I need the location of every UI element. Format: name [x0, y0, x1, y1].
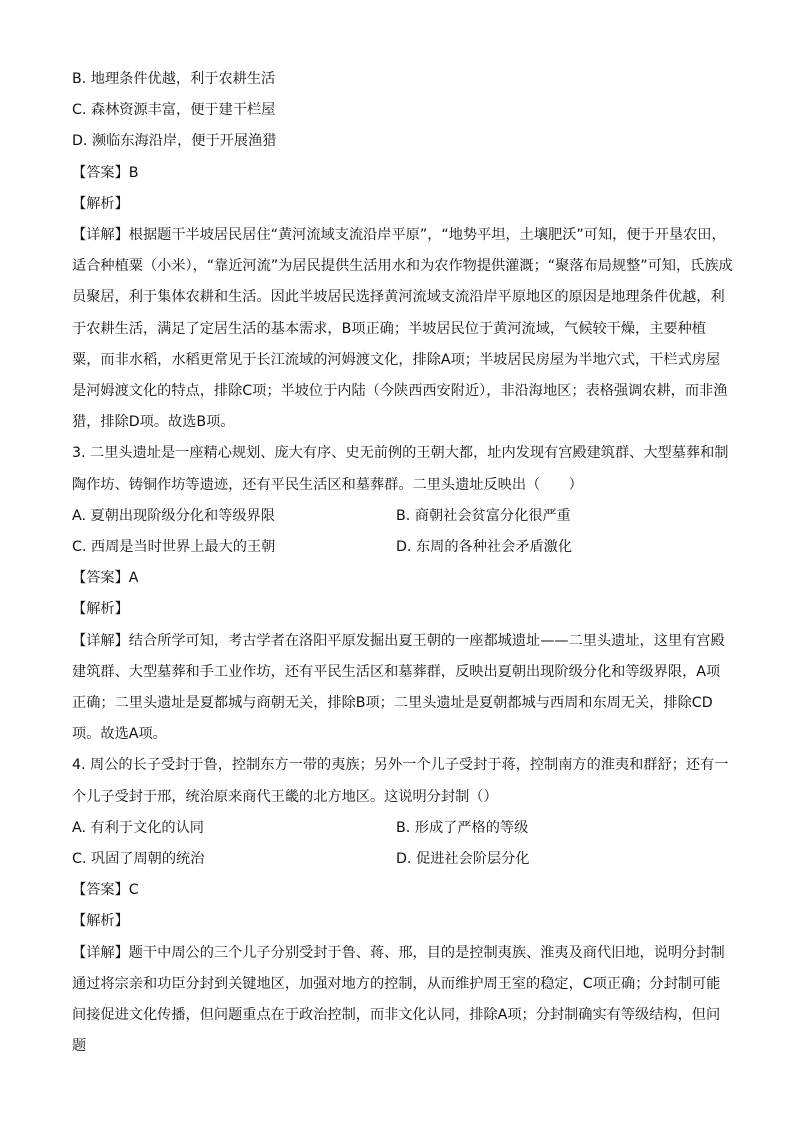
q2-option-c: C. 森林资源丰富，便于建干栏屋 [72, 102, 276, 119]
q4-options-row-2 [72, 844, 734, 875]
q3-option-b: B. 商朝社会贫富分化很严重 [396, 507, 571, 524]
q3-answer: 【答案】A [72, 570, 139, 587]
q2-detail: 【详解】根据题干半坡居民居住“黄河流域支流沿岸平原”，“地势平坦，土壤肥沃”可知，便于开垦农田，适合种植粟（小米），“靠近河流”为居民提供生活用水和为农作物提供灌溉；“聚落布局规整”可知，氏族成员聚居，利于集体农耕和生活。因此半坡居民选择黄河流域支流沿岸平原地区的原因是地理条件优越，利于农耕生活，满足了定居生活的基本需求，B项正确；半坡居民位于黄河流域，气候较干燥，主要种植粟，而非水稻，水稻更常见于长江流域的河姆渡文化，排除A项；半坡居民房屋为半地穴式，干栏式房屋是河姆渡文化的特点，排除C项；半坡位于内陆（今陕西西安附近），非沿海地区；表格强调农耕，而非渔猎，排除D项。故选B项。 [72, 227, 733, 431]
q3-options-row-1 [72, 501, 734, 532]
q2-answer: 【答案】B [72, 164, 139, 181]
q4-option-b: B. 形成了严格的等级 [396, 819, 529, 836]
q4-options-row-1 [72, 813, 734, 844]
q4-option-d: D. 促进社会阶层分化 [396, 851, 530, 868]
q3-stem: 3. 二里头遗址是一座精心规划、庞大有序、史无前例的王朝大都，址内发现有宫殿建筑群、大型墓葬和制陶作坊、铸铜作坊等遗迹，还有平民生活区和墓葬群。二里头遗址反映出（ ） [72, 445, 729, 493]
q3-option-a: A. 夏朝出现阶级分化和等级界限 [72, 507, 275, 524]
q4-answer: 【答案】C [72, 882, 139, 899]
q2-option-b: B. 地理条件优越，利于农耕生活 [72, 71, 276, 87]
q4-stem: 4. 周公的长子受封于鲁，控制东方一带的夷族；另外一个儿子受封于蒋，控制南方的淮夷和群舒；还有一个儿子受封于邢，统治原来商代王畿的北方地区。这说明分封制（） [72, 757, 729, 805]
q3-options-row-2 [72, 532, 734, 563]
q2-analysis-label: 【解析】 [72, 195, 129, 212]
q3-analysis-label: 【解析】 [72, 601, 129, 618]
q4-detail: 【详解】题干中周公的三个儿子分别受封于鲁、蒋、邢，目的是控制夷族、淮夷及商代旧地，说明分封制通过将宗亲和功臣分封到关键地区，加强对地方的控制，从而维护周王室的稳定，C项正确；分封制可能间接促进文化传播，但问题重点在于政治控制，而非文化认同，排除A项；分封制确实有等级结构，但问题 [72, 944, 725, 1055]
q4-option-a: A. 有利于文化的认同 [72, 819, 204, 836]
q3-option-d: D. 东周的各种社会矛盾激化 [396, 539, 573, 556]
q3-option-c: C. 西周是当时世界上最大的王朝 [72, 539, 276, 556]
q4-analysis-label: 【解析】 [72, 913, 129, 930]
q2-option-d: D. 濒临东海沿岸，便于开展渔猎 [72, 133, 277, 150]
q3-detail: 【详解】结合所学可知，考古学者在洛阳平原发掘出夏王朝的一座都城遗址——二里头遗址，这里有宫殿建筑群、大型墓葬和手工业作坊，还有平民生活区和墓葬群，反映出夏朝出现阶级分化和等级界限，A项正确；二里头遗址是夏都城与商朝无关，排除B项；二里头遗址是夏朝都城与西周和东周无关，排除CD项。故选A项。 [72, 632, 725, 743]
q4-option-c: C. 巩固了周朝的统治 [72, 851, 205, 868]
